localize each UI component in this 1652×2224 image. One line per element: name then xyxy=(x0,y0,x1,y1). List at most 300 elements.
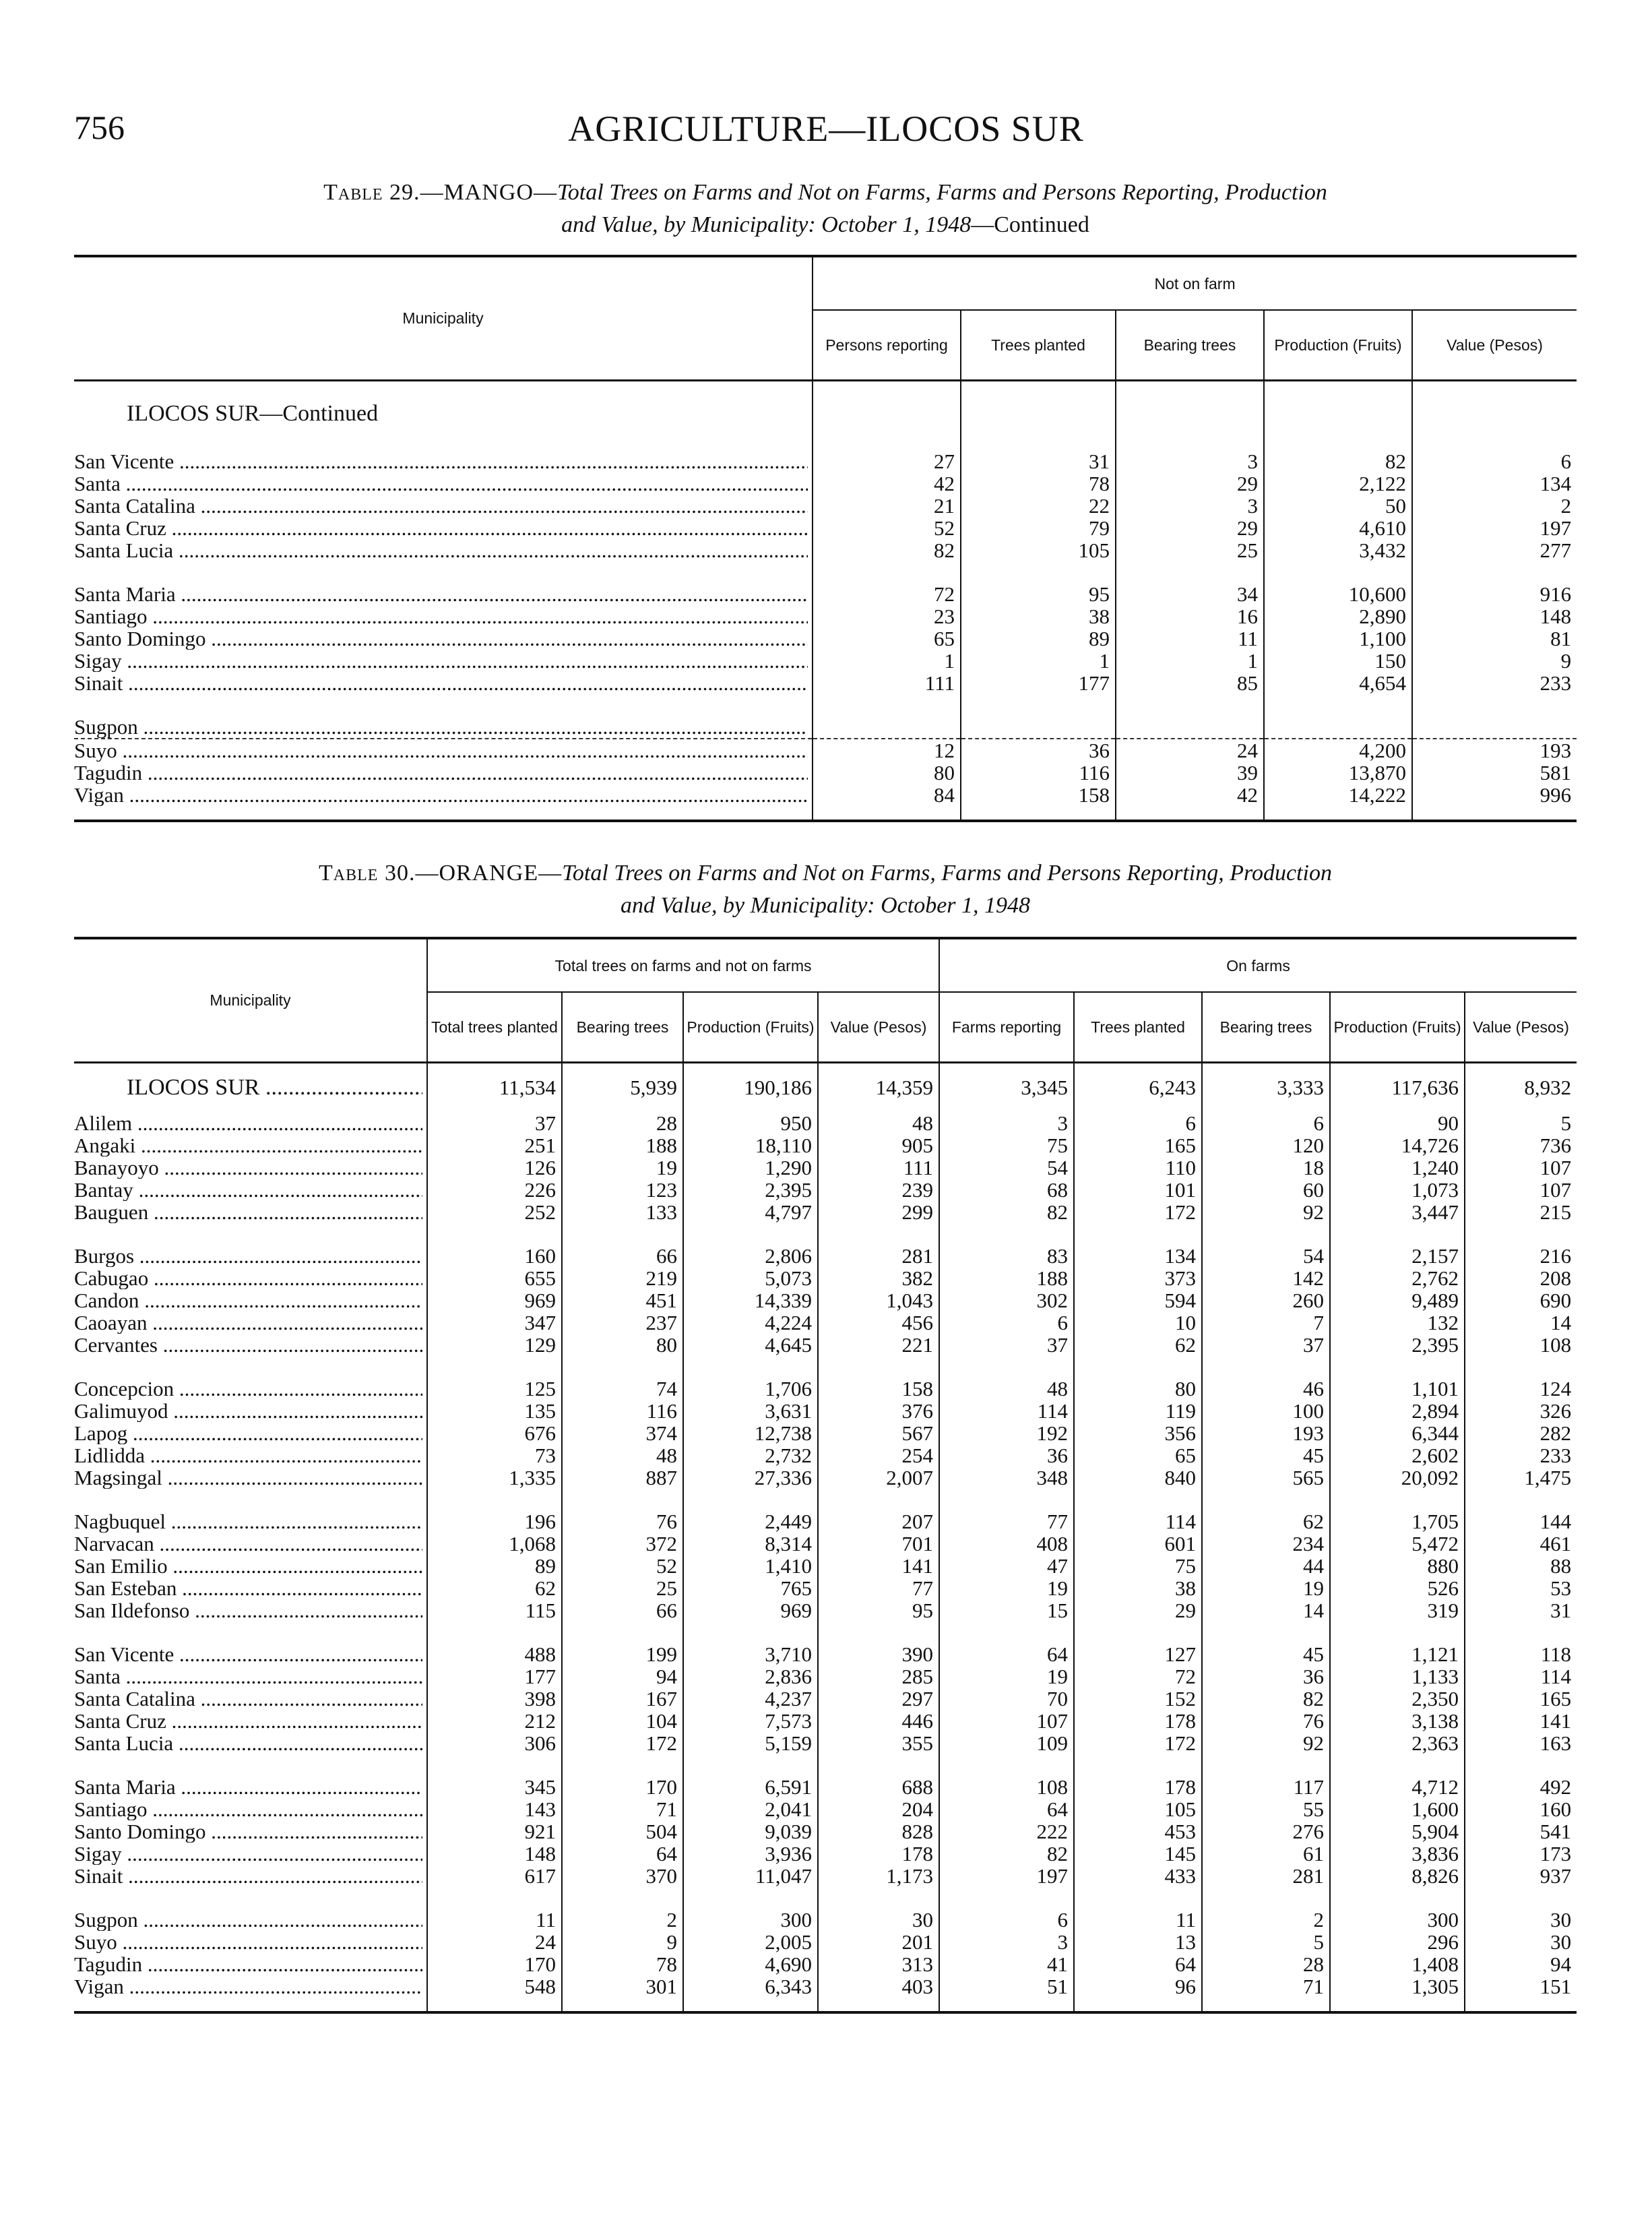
table-cell: 3,138 xyxy=(1330,1710,1465,1732)
table-cell: 4,224 xyxy=(683,1311,818,1334)
table-cell xyxy=(1074,1356,1202,1378)
table30-orange xyxy=(74,937,1577,2014)
table-cell xyxy=(427,1223,562,1245)
table29-caption-dash: —MANGO— xyxy=(420,180,558,205)
table-cell xyxy=(939,1489,1074,1510)
municipality-name xyxy=(74,1422,427,1444)
table-cell xyxy=(813,561,961,583)
table-cell: 251 xyxy=(427,1134,562,1156)
table-cell xyxy=(1465,1754,1577,1776)
table-cell: 216 xyxy=(1465,1245,1577,1267)
table-cell: 1,100 xyxy=(1264,627,1412,650)
municipality-name xyxy=(74,1843,427,1865)
table-cell: 2,894 xyxy=(1330,1400,1465,1422)
table-cell: 37 xyxy=(939,1334,1074,1356)
table-cell xyxy=(1465,1998,1577,2012)
municipality-name xyxy=(74,1489,427,1510)
table29-col-header: Value (Pesos) xyxy=(1412,310,1577,380)
table-cell: 12 xyxy=(813,739,961,762)
table-cell xyxy=(1202,1998,1330,2012)
table-cell: 11 xyxy=(1116,627,1264,650)
municipality-name xyxy=(74,1820,427,1843)
table-row xyxy=(74,650,1577,672)
table-cell: 23 xyxy=(813,605,961,627)
table-cell xyxy=(813,380,961,395)
table-cell: 150 xyxy=(1264,650,1412,672)
municipality-label: ILOCOS SUR—Continued xyxy=(127,401,379,426)
table-cell: 78 xyxy=(961,472,1116,495)
municipality-label: Santo Domingo ..... xyxy=(74,627,808,650)
table-cell: 254 xyxy=(818,1444,939,1466)
municipality-label: Magsingal ..... xyxy=(74,1466,422,1489)
municipality-label: Vigan ..... xyxy=(74,784,808,806)
table-row xyxy=(74,1062,1577,1112)
table-cell xyxy=(1412,806,1577,821)
municipality-label: Santiago ..... xyxy=(74,1798,422,1820)
municipality-name xyxy=(74,1599,427,1621)
table-cell: 3,447 xyxy=(1330,1201,1465,1223)
municipality-name xyxy=(74,1865,427,1887)
table-row xyxy=(74,672,1577,694)
table-cell xyxy=(1465,1356,1577,1378)
table-cell xyxy=(427,1621,562,1643)
table-row xyxy=(74,1909,1577,1931)
table-cell xyxy=(939,1223,1074,1245)
table30-body xyxy=(74,1062,1577,2012)
table29-caption-continued: —Continued xyxy=(971,212,1089,237)
table-cell: 66 xyxy=(562,1599,683,1621)
table-cell: 148 xyxy=(1412,605,1577,627)
municipality-name xyxy=(74,517,813,539)
table-cell xyxy=(1264,395,1412,429)
table-cell: 6 xyxy=(1074,1112,1202,1134)
table-cell: 62 xyxy=(427,1577,562,1599)
table-cell xyxy=(1074,1998,1202,2012)
table-cell: 167 xyxy=(562,1688,683,1710)
table-cell xyxy=(1330,1356,1465,1378)
table-cell: 14,726 xyxy=(1330,1134,1465,1156)
table-row xyxy=(74,739,1577,762)
municipality-name xyxy=(74,1311,427,1334)
table29-caption xyxy=(108,177,1543,241)
table-cell xyxy=(818,1489,939,1510)
table-cell: 18 xyxy=(1202,1156,1330,1179)
table-cell: 10,600 xyxy=(1264,583,1412,605)
table-cell: 3 xyxy=(1116,450,1264,472)
municipality-label: Candon ..... xyxy=(74,1289,422,1311)
table-cell: 260 xyxy=(1202,1289,1330,1311)
municipality-label: Santa Cruz ..... xyxy=(74,1710,422,1732)
municipality-label: San Vicente ..... xyxy=(74,450,808,472)
table-cell xyxy=(1116,429,1264,450)
table-cell: 3,333 xyxy=(1202,1062,1330,1112)
table-cell: 828 xyxy=(818,1820,939,1843)
municipality-label: Santa Maria ..... xyxy=(74,1776,422,1798)
table-cell: 1 xyxy=(1116,650,1264,672)
municipality-name xyxy=(74,561,813,583)
table-cell: 765 xyxy=(683,1577,818,1599)
table-cell: 55 xyxy=(1202,1798,1330,1820)
municipality-name xyxy=(74,1975,427,1998)
table-cell xyxy=(1202,1621,1330,1643)
table30-col-header: Farms reporting xyxy=(939,992,1074,1062)
table-cell xyxy=(1116,380,1264,395)
table-cell: 8,826 xyxy=(1330,1865,1465,1887)
table-cell: 18,110 xyxy=(683,1134,818,1156)
table-cell: 190,186 xyxy=(683,1062,818,1112)
table-cell: 193 xyxy=(1412,739,1577,762)
table-cell: 120 xyxy=(1202,1134,1330,1156)
table-row xyxy=(74,784,1577,806)
table-cell: 52 xyxy=(562,1555,683,1577)
table29-caption-italic-1: Total Trees on Farms and Not on Farms, Farms and Persons Reporting, Production xyxy=(557,180,1327,205)
table-cell: 107 xyxy=(939,1710,1074,1732)
table-cell: 170 xyxy=(562,1776,683,1798)
table-cell: 905 xyxy=(818,1134,939,1156)
table-cell: 92 xyxy=(1202,1732,1330,1754)
table-cell: 39 xyxy=(1116,762,1264,784)
table-cell: 840 xyxy=(1074,1466,1202,1489)
table-row xyxy=(74,1798,1577,1820)
table-cell: 601 xyxy=(1074,1533,1202,1555)
table-cell: 109 xyxy=(939,1732,1074,1754)
table-cell xyxy=(562,1489,683,1510)
table-cell: 134 xyxy=(1074,1245,1202,1267)
table-cell: 144 xyxy=(1465,1510,1577,1533)
table-row xyxy=(74,1311,1577,1334)
table30-caption-italic-2: and Value, by Municipality: October 1, 1948 xyxy=(620,893,1031,918)
table-cell: 234 xyxy=(1202,1533,1330,1555)
table-cell xyxy=(1264,716,1412,739)
table30-caption-italic-1: Total Trees on Farms and Not on Farms, Farms and Persons Reporting, Production xyxy=(562,861,1332,886)
table-cell: 117 xyxy=(1202,1776,1330,1798)
table-row xyxy=(74,1510,1577,1533)
table-cell: 14,359 xyxy=(818,1062,939,1112)
table-cell: 222 xyxy=(939,1820,1074,1843)
table-cell: 1,290 xyxy=(683,1156,818,1179)
table-cell: 13 xyxy=(1074,1931,1202,1953)
table-cell: 451 xyxy=(562,1289,683,1311)
municipality-name xyxy=(74,1998,427,2012)
table-cell xyxy=(961,561,1116,583)
table-cell: 31 xyxy=(1465,1599,1577,1621)
municipality-name xyxy=(74,716,813,739)
municipality-label: Narvacan ..... xyxy=(74,1533,422,1555)
table-cell: 197 xyxy=(1412,517,1577,539)
table-cell: 937 xyxy=(1465,1865,1577,1887)
table-cell: 1,335 xyxy=(427,1466,562,1489)
table-cell: 701 xyxy=(818,1533,939,1555)
table30-col-header: Trees planted xyxy=(1074,992,1202,1062)
table-row xyxy=(74,1112,1577,1134)
municipality-label: Cervantes ..... xyxy=(74,1334,422,1356)
municipality-name xyxy=(74,1444,427,1466)
table-row xyxy=(74,1444,1577,1466)
table-cell: 54 xyxy=(939,1156,1074,1179)
table-cell: 736 xyxy=(1465,1134,1577,1156)
table-cell: 13,870 xyxy=(1264,762,1412,784)
municipality-label: Tagudin ..... xyxy=(74,762,808,784)
table-cell: 172 xyxy=(1074,1732,1202,1754)
table-cell: 77 xyxy=(939,1510,1074,1533)
table-cell: 541 xyxy=(1465,1820,1577,1843)
municipality-label: Santa Lucia ..... xyxy=(74,1732,422,1754)
table-cell: 20,092 xyxy=(1330,1466,1465,1489)
municipality-label: Suyo ..... xyxy=(74,1931,422,1953)
table-cell: 27,336 xyxy=(683,1466,818,1489)
table-cell: 188 xyxy=(939,1267,1074,1289)
table-cell: 201 xyxy=(818,1931,939,1953)
table-cell: 285 xyxy=(818,1665,939,1688)
table-cell xyxy=(1116,395,1264,429)
table-cell: 8,314 xyxy=(683,1533,818,1555)
table-cell: 172 xyxy=(1074,1201,1202,1223)
municipality-label: Santa ..... xyxy=(74,1665,422,1688)
municipality-label: Suyo ..... xyxy=(74,739,808,762)
table29-group-not-on-farm: Not on farm xyxy=(813,256,1577,310)
municipality-name xyxy=(74,1223,427,1245)
table-cell: 172 xyxy=(562,1732,683,1754)
municipality-name xyxy=(74,380,813,395)
table30-col-header: Value (Pesos) xyxy=(1465,992,1577,1062)
table-cell xyxy=(1412,694,1577,716)
table-row xyxy=(74,429,1577,450)
table-cell: 133 xyxy=(562,1201,683,1223)
table-cell xyxy=(1412,395,1577,429)
table-row xyxy=(74,583,1577,605)
table-cell: 142 xyxy=(1202,1267,1330,1289)
table-cell xyxy=(813,806,961,821)
table-cell: 2,363 xyxy=(1330,1732,1465,1754)
table-cell: 226 xyxy=(427,1179,562,1201)
table-row xyxy=(74,694,1577,716)
table-cell: 37 xyxy=(1202,1334,1330,1356)
municipality-name xyxy=(74,1334,427,1356)
table-cell: 30 xyxy=(1465,1931,1577,1953)
table-row xyxy=(74,1776,1577,1798)
table-row xyxy=(74,762,1577,784)
table-row xyxy=(74,1975,1577,1998)
table-cell: 4,797 xyxy=(683,1201,818,1223)
table-cell: 38 xyxy=(1074,1577,1202,1599)
table29-col-header: Bearing trees xyxy=(1116,310,1264,380)
table-cell: 276 xyxy=(1202,1820,1330,1843)
municipality-name xyxy=(74,806,813,821)
table-cell: 78 xyxy=(562,1953,683,1975)
table-cell: 3,710 xyxy=(683,1643,818,1665)
table-row xyxy=(74,1267,1577,1289)
table-cell: 345 xyxy=(427,1776,562,1798)
table-cell: 132 xyxy=(1330,1311,1465,1334)
table-row xyxy=(74,1953,1577,1975)
table-cell: 16 xyxy=(1116,605,1264,627)
table-cell: 114 xyxy=(1074,1510,1202,1533)
table-cell: 11 xyxy=(1074,1909,1202,1931)
table30-caption-label: Table 30. xyxy=(319,861,416,886)
table-cell: 306 xyxy=(427,1732,562,1754)
table-cell: 127 xyxy=(1074,1643,1202,1665)
municipality-name xyxy=(74,1134,427,1156)
table-cell: 5,939 xyxy=(562,1062,683,1112)
page-number: 756 xyxy=(74,109,125,146)
table-cell: 5 xyxy=(1465,1112,1577,1134)
table-cell xyxy=(1202,1356,1330,1378)
table-cell xyxy=(813,429,961,450)
table-cell xyxy=(427,1356,562,1378)
table30-col-header: Bearing trees xyxy=(1202,992,1330,1062)
table-cell: 72 xyxy=(813,583,961,605)
table-cell xyxy=(818,1754,939,1776)
municipality-label: Bauguen ..... xyxy=(74,1201,422,1223)
municipality-name xyxy=(74,1156,427,1179)
table-cell: 64 xyxy=(562,1843,683,1865)
table-row xyxy=(74,1400,1577,1422)
table-cell: 408 xyxy=(939,1533,1074,1555)
table-cell: 81 xyxy=(1412,627,1577,650)
table-cell: 676 xyxy=(427,1422,562,1444)
municipality-label: Sigay ..... xyxy=(74,650,808,672)
table-cell: 1,600 xyxy=(1330,1798,1465,1820)
table-cell: 89 xyxy=(427,1555,562,1577)
table-cell: 10 xyxy=(1074,1311,1202,1334)
table29-col-header: Production (Fruits) xyxy=(1264,310,1412,380)
table-row xyxy=(74,1555,1577,1577)
table-row xyxy=(74,1134,1577,1156)
table-cell: 80 xyxy=(1074,1378,1202,1400)
municipality-name xyxy=(74,694,813,716)
municipality-name xyxy=(74,450,813,472)
table-cell: 446 xyxy=(818,1710,939,1732)
municipality-label: San Emilio ..... xyxy=(74,1555,422,1577)
table-cell xyxy=(1264,694,1412,716)
table-cell: 5 xyxy=(1202,1931,1330,1953)
table-cell xyxy=(427,1754,562,1776)
table-cell: 456 xyxy=(818,1311,939,1334)
table-cell: 14 xyxy=(1465,1311,1577,1334)
municipality-label: Santiago ..... xyxy=(74,605,808,627)
table-cell: 390 xyxy=(818,1643,939,1665)
table-cell xyxy=(1074,1754,1202,1776)
table-cell xyxy=(1264,561,1412,583)
table-cell: 281 xyxy=(818,1245,939,1267)
municipality-name xyxy=(74,605,813,627)
table-cell xyxy=(683,1356,818,1378)
table-cell: 233 xyxy=(1412,672,1577,694)
table-cell xyxy=(427,1489,562,1510)
municipality-name xyxy=(74,395,813,429)
table-cell xyxy=(1412,380,1577,395)
table-cell: 82 xyxy=(1202,1688,1330,1710)
table-cell: 126 xyxy=(427,1156,562,1179)
table-row xyxy=(74,1156,1577,1179)
running-title: AGRICULTURE—ILOCOS SUR xyxy=(568,109,1084,149)
table30-group-on-farms: On farms xyxy=(939,938,1577,992)
table-cell xyxy=(562,1754,683,1776)
table30-group-total: Total trees on farms and not on farms xyxy=(427,938,939,992)
table-cell: 373 xyxy=(1074,1267,1202,1289)
table29-body xyxy=(74,380,1577,821)
table-cell: 5,472 xyxy=(1330,1533,1465,1555)
table-cell: 129 xyxy=(427,1334,562,1356)
table-cell xyxy=(562,1223,683,1245)
table-cell xyxy=(813,395,961,429)
table30-col-municipality: Municipality xyxy=(210,991,291,1010)
table-cell: 96 xyxy=(1074,1975,1202,1998)
table-cell: 108 xyxy=(939,1776,1074,1798)
municipality-label: Alilem ..... xyxy=(74,1112,422,1134)
table-cell: 143 xyxy=(427,1798,562,1820)
table-row xyxy=(74,1289,1577,1311)
table-cell: 148 xyxy=(427,1843,562,1865)
table-cell: 1,410 xyxy=(683,1555,818,1577)
table-cell: 75 xyxy=(1074,1555,1202,1577)
table-cell: 567 xyxy=(818,1422,939,1444)
table-cell: 135 xyxy=(427,1400,562,1422)
table-cell xyxy=(683,1754,818,1776)
table-cell: 64 xyxy=(939,1643,1074,1665)
table-cell xyxy=(939,1998,1074,2012)
municipality-label: ILOCOS SUR ..... xyxy=(127,1076,422,1099)
table-cell: 80 xyxy=(813,762,961,784)
table-row xyxy=(74,1356,1577,1378)
table-cell: 617 xyxy=(427,1865,562,1887)
table-cell: 1,408 xyxy=(1330,1953,1465,1975)
table-cell: 76 xyxy=(1202,1710,1330,1732)
municipality-name xyxy=(74,583,813,605)
table-cell: 29 xyxy=(1074,1599,1202,1621)
table-cell xyxy=(562,1998,683,2012)
table-cell: 204 xyxy=(818,1798,939,1820)
table-cell: 2,602 xyxy=(1330,1444,1465,1466)
table-cell: 969 xyxy=(427,1289,562,1311)
table-cell: 212 xyxy=(427,1710,562,1732)
table-cell: 27 xyxy=(813,450,961,472)
table29-caption-italic-2: and Value, by Municipality: October 1, 1948 xyxy=(561,212,972,237)
table-cell xyxy=(818,1998,939,2012)
table-cell: 65 xyxy=(1074,1444,1202,1466)
table-cell: 71 xyxy=(562,1798,683,1820)
table-cell xyxy=(1074,1621,1202,1643)
table-cell: 158 xyxy=(818,1378,939,1400)
table-cell xyxy=(1202,1223,1330,1245)
table-cell: 46 xyxy=(1202,1378,1330,1400)
municipality-name xyxy=(74,1776,427,1798)
municipality-label: San Ildefonso ..... xyxy=(74,1599,422,1621)
municipality-name xyxy=(74,1400,427,1422)
table-cell: 29 xyxy=(1116,517,1264,539)
table-cell: 31 xyxy=(961,450,1116,472)
municipality-name xyxy=(74,1245,427,1267)
table-cell: 2,041 xyxy=(683,1798,818,1820)
table-cell: 14 xyxy=(1202,1599,1330,1621)
table-cell: 37 xyxy=(427,1112,562,1134)
table-cell: 9 xyxy=(562,1931,683,1953)
table-cell: 2,836 xyxy=(683,1665,818,1688)
table-cell: 461 xyxy=(1465,1533,1577,1555)
table-cell: 117,636 xyxy=(1330,1062,1465,1112)
table-cell xyxy=(1465,1223,1577,1245)
table-cell: 47 xyxy=(939,1555,1074,1577)
table-cell: 114 xyxy=(939,1400,1074,1422)
table-cell: 152 xyxy=(1074,1688,1202,1710)
table30-caption-line2 xyxy=(108,890,1543,922)
table-cell xyxy=(961,806,1116,821)
table-cell: 19 xyxy=(939,1665,1074,1688)
table-cell: 1 xyxy=(961,650,1116,672)
table-cell xyxy=(1264,806,1412,821)
table-cell: 163 xyxy=(1465,1732,1577,1754)
table-cell: 2,005 xyxy=(683,1931,818,1953)
